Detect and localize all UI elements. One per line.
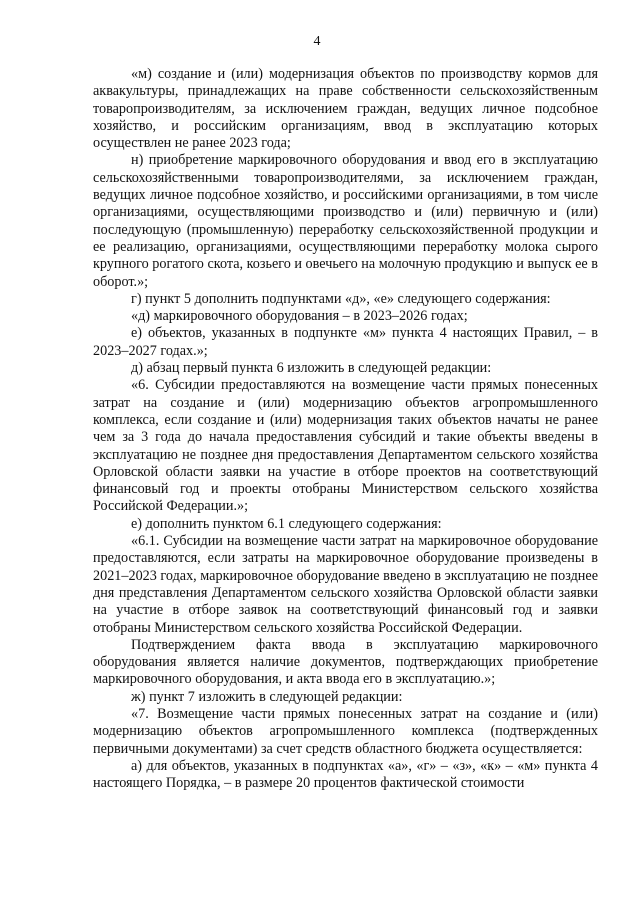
- paragraph: а) для объектов, указанных в подпунктах «а», «г» – «з», «к» – «м» пункта 4 настоящего Порядка, – в размере 20 процентов фактической стоимости: [93, 757, 598, 792]
- paragraph: ж) пункт 7 изложить в следующей редакции:: [131, 688, 403, 705]
- paragraph: «д) маркировочного оборудования – в 2023–2026 годах;: [131, 308, 468, 325]
- paragraph: «6.1. Субсидии на возмещение части затрат на маркировочное оборудование предоставляются, если затраты на маркировочное оборудование произведены в 2021–2023 годах, маркировочное оборудование введено в эксплуатацию не позднее дня представления Департаментом сельского хозяйства Орловской области заявки на участие в отборе заявок на соответствующий финансовый год и заявки отобраны Министерством сельского хозяйства Российской Федерации.: [93, 533, 598, 636]
- paragraph: «7. Возмещение части прямых понесенных затрат на создание и (или) модернизацию объектов агропромышленного комплекса (подтвержденных первичными документами) за счет средств областного бюджета осуществляется:: [93, 705, 598, 757]
- paragraph: н) приобретение маркировочного оборудования и ввод его в эксплуатацию сельскохозяйственными товаропроизводителями, за исключением граждан, ведущих личное подсобное хозяйство, и российскими организациями, в том числе организациями, осуществляющими производство и (или) первичную и (или) последующую (промышленную) переработку сельскохозяйственной продукции и ее реализацию, организациями, осуществляющими переработку молока сырого крупного рогатого скота, козьего и овечьего на молочную продукцию и выпуск ее в оборот.»;: [93, 152, 598, 290]
- paragraph: «6. Субсидии предоставляются на возмещение части прямых понесенных затрат на создание и (или) модернизацию объектов агропромышленного комплекса, если создание и (или) модернизация таких объектов начаты не ранее чем за 3 года до начала предоставления субсидий и такие объекты введены в эксплуатацию не позднее дня предоставления Департаментом сельского хозяйства Орловской области заявки на участие в отборе проектов на соответствующий финансовый год и проекты отобраны Министерством сельского хозяйства Российской Федерации.»;: [93, 377, 598, 515]
- document-body: [93, 66, 598, 792]
- page-number: 4: [313, 34, 321, 49]
- paragraph: Подтверждением факта ввода в эксплуатацию маркировочного оборудования является наличие документов, подтверждающих приобретение маркировочного оборудования, и акта ввода его в эксплуатацию.»;: [93, 636, 598, 688]
- paragraph: е) дополнить пунктом 6.1 следующего содержания:: [131, 515, 442, 532]
- paragraph: д) абзац первый пункта 6 изложить в следующей редакции:: [131, 360, 492, 377]
- paragraph: «м) создание и (или) модернизация объектов по производству кормов для аквакультуры, принадлежащих на праве собственности сельскохозяйственным товаропроизводителям, за исключением граждан, ведущих личное подсобное хозяйство, и российским организациям, ввод в эксплуатацию которых осуществлен не ранее 2023 года;: [93, 66, 598, 152]
- paragraph: г) пункт 5 дополнить подпунктами «д», «е» следующего содержания:: [131, 290, 551, 307]
- paragraph: е) объектов, указанных в подпункте «м» пункта 4 настоящих Правил, – в 2023–2027 годах.»;: [93, 325, 598, 359]
